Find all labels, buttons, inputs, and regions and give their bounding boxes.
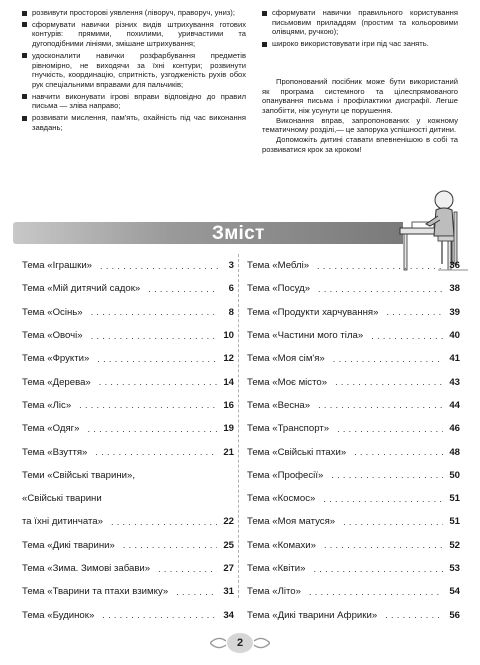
- contents-entry[interactable]: Тема «Літо» . . . 54: [247, 580, 460, 603]
- contents-entry[interactable]: «Свійські тварини: [22, 493, 102, 505]
- contents-entry[interactable]: Тема «Дикі тварини Африки» . . . 56: [247, 603, 460, 626]
- contents-entry[interactable]: Тема «Фрукти» . . . 12: [22, 347, 234, 370]
- contents-entry[interactable]: Тема «Іграшки» . . . 3: [22, 254, 234, 277]
- goal-bullet: навчити виконувати ігрові вправи відповідно до правил письма — зліва направо;: [22, 92, 246, 111]
- goal-bullet: розвивати мислення, пам'ять, охайність під час виконання завдань;: [22, 113, 246, 132]
- contents-title-bar: [13, 222, 403, 244]
- contents-title: Зміст: [212, 223, 265, 244]
- goal-bullet: сформувати навички різних видів штрихування готових контурів: прямими, похилими, уривчастими та дугоподібними лініями, змішане штрихування;: [22, 20, 246, 49]
- contents-entry[interactable]: Тема «Взуття» . . . 21: [22, 440, 234, 463]
- column-divider: [238, 254, 239, 598]
- contents-entry[interactable]: Тема «Частини мого тіла» . . . 40: [247, 324, 460, 347]
- page-number-value: 2: [227, 633, 253, 653]
- contents-entry[interactable]: Теми «Свійські тварини»,: [22, 469, 135, 481]
- intro-right-column: [262, 8, 458, 154]
- contents-entry[interactable]: Тема «Продукти харчування» . . . 39: [247, 301, 460, 324]
- contents-entry[interactable]: Тема «Транспорт» . . . 46: [247, 417, 460, 440]
- contents-entry[interactable]: Тема «Меблі» . . . 36: [247, 254, 460, 277]
- page-number: [210, 632, 270, 654]
- contents-entry[interactable]: Тема «Дерева» . . . 14: [22, 370, 234, 393]
- goal-bullet: розвивути просторові уявлення (ліворуч, праворуч, униз);: [22, 8, 246, 18]
- goal-bullet: широко використовувати ігри під час занять.: [262, 39, 458, 49]
- contents-entry[interactable]: Тема «Моя матуся» . . . 51: [247, 510, 460, 533]
- intro-text: [22, 8, 458, 154]
- contents-entry[interactable]: Тема «Одяг» . . . 19: [22, 417, 234, 440]
- intro-paragraph: Допоможіть дитині ставати впевненішою в собі та розвиватися крок за кроком!: [262, 135, 458, 154]
- contents-entry[interactable]: Тема «Ліс» . . . 16: [22, 394, 234, 417]
- contents-entry[interactable]: Тема «Осінь» . . . 8: [22, 301, 234, 324]
- contents-entry[interactable]: Тема «Квіти» . . . 53: [247, 557, 460, 580]
- contents-entry[interactable]: Тема «Моє місто» . . . 43: [247, 370, 460, 393]
- goal-bullet: сформувати навички правильного користування письмовим приладдям (простим та кольоровими олівцями, ручкою);: [262, 8, 458, 37]
- contents-entry[interactable]: Тема «Будинок» . . . 34: [22, 603, 234, 626]
- contents-entry[interactable]: Тема «Моя сім'я» . . . 41: [247, 347, 460, 370]
- contents-entry[interactable]: та їхні дитинчата» . . . 22: [22, 510, 234, 533]
- contents-entry[interactable]: Тема «Мій дитячий садок» . . . 6: [22, 277, 234, 300]
- contents-entry[interactable]: Тема «Комахи» . . . 52: [247, 534, 460, 557]
- intro-paragraph: Пропонований посібник може бути використаний як програма системного та цілеспрямованого опанування письма і профілактики дисграфії. Легше запобігти, ніж усунути це порушення.: [262, 76, 458, 115]
- contents-entry[interactable]: Тема «Дикі тварини» . . . 25: [22, 534, 234, 557]
- contents-entry[interactable]: Тема «Овочі» . . . 10: [22, 324, 234, 347]
- contents-entry[interactable]: Тема «Посуд» . . . 38: [247, 277, 460, 300]
- contents-entry[interactable]: Тема «Весна» . . . 44: [247, 394, 460, 417]
- goal-bullet: удосконалити навички розфарбування предметів рівномірно, не виходячи за їхні контури; розвинути гнучкість, координацію, спритність, узгодженість рухів обох рук спеціальними вправами для пальчиків;: [22, 51, 246, 90]
- contents-left-column: [22, 254, 234, 627]
- contents-entry[interactable]: Тема «Свійські птахи» . . . 48: [247, 440, 460, 463]
- intro-left-column: [22, 8, 246, 154]
- contents-right-column: [247, 254, 460, 627]
- contents-entry[interactable]: Тема «Космос» . . . 51: [247, 487, 460, 510]
- contents-entry[interactable]: Тема «Професії» . . . 50: [247, 464, 460, 487]
- contents-entry[interactable]: Тема «Тварини та птахи взимку» . . . 31: [22, 580, 234, 603]
- contents-entry[interactable]: Тема «Зима. Зимові забави» . . . 27: [22, 557, 234, 580]
- intro-paragraph: Виконання вправ, запропонованих у кожному тематичному розділі,— це запорука успішності дитини.: [262, 115, 458, 135]
